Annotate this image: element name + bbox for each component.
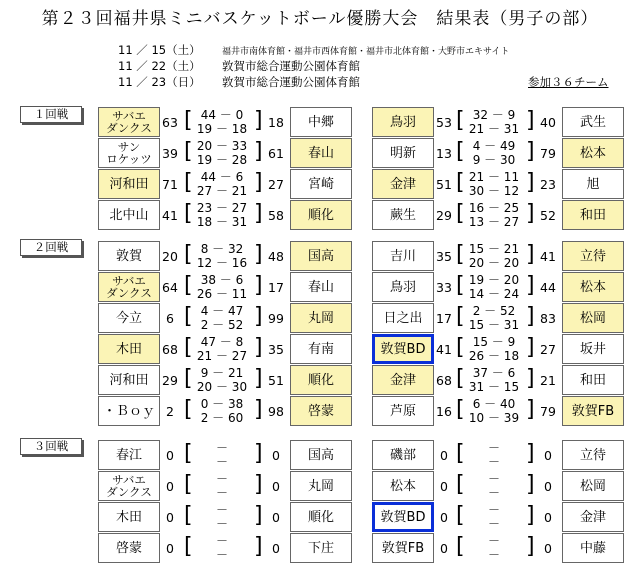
team-left: 金津	[372, 365, 434, 395]
score-right: 23	[540, 177, 556, 192]
half-scores: 0 － 38 2 － 60	[200, 397, 244, 425]
score-left: 0	[440, 448, 448, 463]
bracket-open: [	[184, 397, 193, 422]
participants-count: 参加３６チーム	[528, 75, 609, 89]
score-right: 17	[268, 280, 284, 295]
schedule-row	[118, 42, 509, 58]
team-right: 宮崎	[290, 169, 352, 199]
score-left: 0	[440, 541, 448, 556]
team-left: 鳥羽	[372, 272, 434, 302]
bracket-open: [	[456, 201, 465, 226]
bracket-open: [	[184, 366, 193, 391]
team-right: 順化	[290, 200, 352, 230]
score-right: 18	[268, 115, 284, 130]
score-left: 0	[166, 448, 174, 463]
bracket-open: [	[184, 503, 193, 528]
bracket-open: [	[184, 335, 193, 360]
bracket-open: [	[456, 366, 465, 391]
bracket-close: ]	[526, 335, 535, 360]
bracket-open: [	[184, 273, 193, 298]
team-right: 順化	[290, 365, 352, 395]
schedule-date: 11 ／ 15（土）	[118, 43, 201, 57]
half-scores: － －	[215, 472, 228, 500]
bracket-open: [	[456, 273, 465, 298]
team-right: 立待	[562, 440, 624, 470]
team-left: 松本	[372, 471, 434, 501]
team-left: 金津	[372, 169, 434, 199]
bracket-close: ]	[526, 472, 535, 497]
score-right: 0	[272, 448, 280, 463]
team-left: 今立	[98, 303, 160, 333]
bracket-close: ]	[526, 304, 535, 329]
half-scores: － －	[215, 534, 228, 562]
score-right: 0	[272, 541, 280, 556]
bracket-close: ]	[526, 108, 535, 133]
bracket-close: ]	[254, 441, 263, 466]
bracket-close: ]	[254, 366, 263, 391]
team-left: 吉川	[372, 241, 434, 271]
half-scores: 15 － 9 26 － 18	[468, 335, 520, 363]
team-left: 明新	[372, 138, 434, 168]
bracket-close: ]	[526, 170, 535, 195]
half-scores: 44 － 6 27 － 21	[196, 170, 248, 198]
half-scores: 44 － 0 19 － 18	[196, 108, 248, 136]
score-left: 64	[162, 280, 178, 295]
score-left: 41	[436, 342, 452, 357]
team-right: 松岡	[562, 303, 624, 333]
bracket-close: ]	[254, 170, 263, 195]
half-scores: 37 － 6 31 － 15	[468, 366, 520, 394]
team-left: サバエ ダンクス	[98, 471, 160, 501]
bracket-open: [	[456, 472, 465, 497]
round-label: ３回戦	[20, 438, 82, 455]
team-left: 木田	[98, 334, 160, 364]
bracket-close: ]	[254, 503, 263, 528]
score-right: 79	[540, 404, 556, 419]
half-scores: 4 － 47 2 － 52	[200, 304, 244, 332]
team-right: 松本	[562, 272, 624, 302]
team-right: 国高	[290, 440, 352, 470]
team-right: 武生	[562, 107, 624, 137]
bracket-close: ]	[526, 201, 535, 226]
half-scores: 15 － 21 20 － 20	[468, 242, 520, 270]
team-right: 丸岡	[290, 303, 352, 333]
score-right: 0	[544, 479, 552, 494]
team-left: 木田	[98, 502, 160, 532]
schedule-row	[118, 58, 360, 74]
score-right: 58	[268, 208, 284, 223]
half-scores: 19 － 20 14 － 24	[468, 273, 520, 301]
team-left: 敦賀FB	[372, 533, 434, 563]
score-right: 27	[540, 342, 556, 357]
half-scores: － －	[487, 503, 500, 531]
half-scores: 21 － 11 30 － 12	[468, 170, 520, 198]
bracket-close: ]	[526, 503, 535, 528]
score-right: 27	[268, 177, 284, 192]
score-left: 2	[166, 404, 174, 419]
half-scores: 6 － 40 10 － 39	[468, 397, 520, 425]
score-right: 0	[272, 510, 280, 525]
bracket-open: [	[456, 335, 465, 360]
bracket-close: ]	[254, 304, 263, 329]
bracket-close: ]	[526, 242, 535, 267]
team-left: 芦原	[372, 396, 434, 426]
team-right: 和田	[562, 365, 624, 395]
bracket-close: ]	[254, 472, 263, 497]
bracket-close: ]	[254, 534, 263, 559]
bracket-open: [	[456, 170, 465, 195]
bracket-open: [	[184, 304, 193, 329]
team-left: 鳥羽	[372, 107, 434, 137]
bracket-close: ]	[526, 534, 535, 559]
bracket-close: ]	[254, 108, 263, 133]
score-right: 48	[268, 249, 284, 264]
team-left: 日之出	[372, 303, 434, 333]
score-left: 0	[440, 479, 448, 494]
team-right: 坂井	[562, 334, 624, 364]
score-left: 0	[166, 510, 174, 525]
team-right: 順化	[290, 502, 352, 532]
score-right: 0	[544, 541, 552, 556]
score-right: 0	[544, 510, 552, 525]
score-right: 52	[540, 208, 556, 223]
half-scores: 4 － 49 9 － 30	[472, 139, 516, 167]
score-right: 79	[540, 146, 556, 161]
team-left: 河和田	[98, 169, 160, 199]
team-left: サバエ ダンクス	[98, 107, 160, 137]
score-right: 0	[272, 479, 280, 494]
bracket-open: [	[456, 108, 465, 133]
half-scores: 20 － 33 19 － 28	[196, 139, 248, 167]
team-left: サン ロケッツ	[98, 138, 160, 168]
team-left: 北中山	[98, 200, 160, 230]
bracket-close: ]	[526, 397, 535, 422]
half-scores: － －	[487, 534, 500, 562]
team-right: 和田	[562, 200, 624, 230]
bracket-close: ]	[254, 139, 263, 164]
team-left: 河和田	[98, 365, 160, 395]
team-right: 立待	[562, 241, 624, 271]
team-right: 啓蒙	[290, 396, 352, 426]
score-left: 39	[162, 146, 178, 161]
bracket-open: [	[456, 397, 465, 422]
team-left: 春江	[98, 440, 160, 470]
half-scores: 16 － 25 13 － 27	[468, 201, 520, 229]
team-left: 蕨生	[372, 200, 434, 230]
bracket-close: ]	[254, 201, 263, 226]
page-title: 第２３回福井県ミニバスケットボール優勝大会 結果表（男子の部）	[41, 9, 599, 29]
score-right: 0	[544, 448, 552, 463]
bracket-open: [	[184, 242, 193, 267]
score-right: 99	[268, 311, 284, 326]
team-right: 中藤	[562, 533, 624, 563]
bracket-open: [	[456, 304, 465, 329]
half-scores: 8 － 32 12 － 16	[196, 242, 248, 270]
score-left: 0	[166, 541, 174, 556]
score-left: 68	[436, 373, 452, 388]
bracket-close: ]	[526, 366, 535, 391]
score-left: 29	[436, 208, 452, 223]
half-scores: 23 － 27 18 － 31	[196, 201, 248, 229]
score-left: 35	[436, 249, 452, 264]
bracket-open: [	[456, 242, 465, 267]
team-right: 中郷	[290, 107, 352, 137]
score-left: 41	[162, 208, 178, 223]
half-scores: 38 － 6 26 － 11	[196, 273, 248, 301]
score-left: 63	[162, 115, 178, 130]
score-left: 29	[162, 373, 178, 388]
bracket-open: [	[184, 534, 193, 559]
team-right: 松岡	[562, 471, 624, 501]
score-left: 13	[436, 146, 452, 161]
bracket-close: ]	[526, 441, 535, 466]
team-left: 敦賀BD	[372, 502, 434, 532]
schedule-venue: 敦賀市総合運動公園体育館	[222, 75, 360, 89]
bracket-open: [	[456, 534, 465, 559]
score-left: 16	[436, 404, 452, 419]
score-right: 83	[540, 311, 556, 326]
team-right: 春山	[290, 272, 352, 302]
team-right: 松本	[562, 138, 624, 168]
team-right: 下庄	[290, 533, 352, 563]
round-label: １回戦	[20, 106, 82, 123]
bracket-close: ]	[526, 273, 535, 298]
half-scores: 47 － 8 21 － 27	[196, 335, 248, 363]
half-scores: － －	[487, 441, 500, 469]
score-left: 33	[436, 280, 452, 295]
team-right: 春山	[290, 138, 352, 168]
bracket-open: [	[184, 170, 193, 195]
score-right: 61	[268, 146, 284, 161]
team-right: 旭	[562, 169, 624, 199]
bracket-close: ]	[254, 397, 263, 422]
half-scores: － －	[487, 472, 500, 500]
schedule-venue: 敦賀市総合運動公園体育館	[222, 59, 360, 73]
bracket-open: [	[184, 201, 193, 226]
half-scores: 9 － 21 20 － 30	[196, 366, 248, 394]
score-left: 53	[436, 115, 452, 130]
half-scores: 32 － 9 21 － 31	[468, 108, 520, 136]
schedule-date: 11 ／ 23（日）	[118, 75, 201, 89]
bracket-open: [	[184, 472, 193, 497]
half-scores: 2 － 52 15 － 31	[468, 304, 520, 332]
score-left: 6	[166, 311, 174, 326]
schedule-row	[118, 74, 360, 90]
round-label: ２回戦	[20, 239, 82, 256]
team-left: サバエ ダンクス	[98, 272, 160, 302]
bracket-close: ]	[254, 273, 263, 298]
team-right: 国高	[290, 241, 352, 271]
score-left: 71	[162, 177, 178, 192]
bracket-open: [	[456, 503, 465, 528]
team-right: 敦賀FB	[562, 396, 624, 426]
bracket-close: ]	[254, 242, 263, 267]
bracket-open: [	[184, 108, 193, 133]
team-left: 啓蒙	[98, 533, 160, 563]
score-left: 0	[166, 479, 174, 494]
score-left: 51	[436, 177, 452, 192]
score-right: 98	[268, 404, 284, 419]
score-right: 51	[268, 373, 284, 388]
score-right: 41	[540, 249, 556, 264]
score-right: 21	[540, 373, 556, 388]
bracket-open: [	[184, 139, 193, 164]
score-left: 17	[436, 311, 452, 326]
score-left: 20	[162, 249, 178, 264]
score-right: 40	[540, 115, 556, 130]
team-left: 敦賀BD	[372, 334, 434, 364]
team-left: 磯部	[372, 440, 434, 470]
score-left: 0	[440, 510, 448, 525]
score-left: 68	[162, 342, 178, 357]
score-right: 44	[540, 280, 556, 295]
team-left: 敦賀	[98, 241, 160, 271]
bracket-open: [	[456, 139, 465, 164]
team-right: 有南	[290, 334, 352, 364]
schedule-venue: 福井市南体育館・福井市西体育館・福井市北体育館・大野市エキサイト	[222, 47, 510, 57]
bracket-close: ]	[254, 335, 263, 360]
bracket-open: [	[184, 441, 193, 466]
bracket-close: ]	[526, 139, 535, 164]
half-scores: － －	[215, 503, 228, 531]
team-right: 金津	[562, 502, 624, 532]
team-right: 丸岡	[290, 471, 352, 501]
half-scores: － －	[215, 441, 228, 469]
score-right: 35	[268, 342, 284, 357]
bracket-open: [	[456, 441, 465, 466]
schedule-date: 11 ／ 22（土）	[118, 59, 201, 73]
team-left: ・Ｂｏｙ	[98, 396, 160, 426]
